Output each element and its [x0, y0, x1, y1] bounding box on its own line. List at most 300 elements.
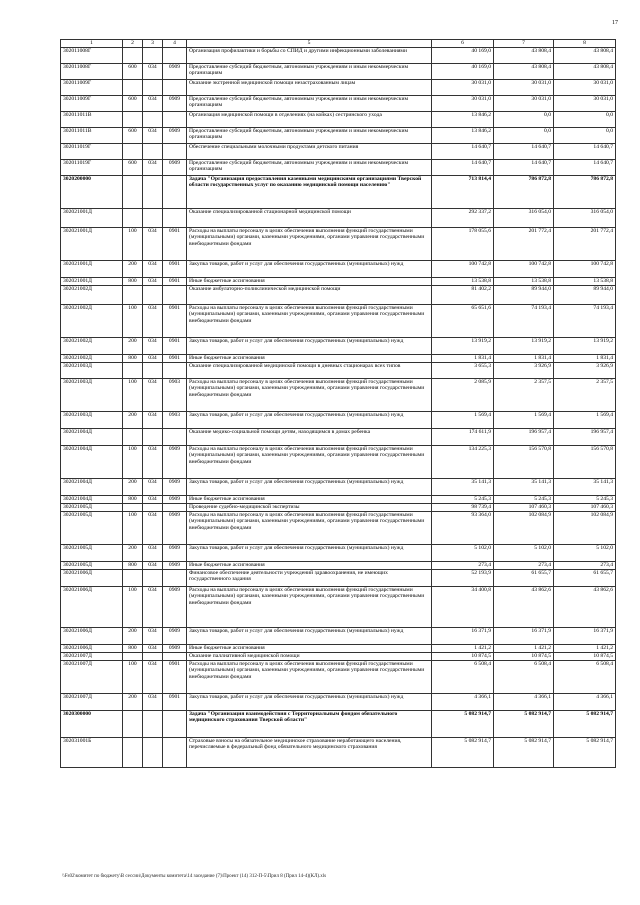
row-expense-type: 800	[123, 645, 143, 653]
row-section: 034	[143, 562, 163, 570]
row-code: 302021007Д	[61, 694, 123, 711]
table-row	[61, 228, 616, 261]
table-row	[61, 305, 616, 338]
header-cell: 1	[61, 40, 123, 48]
row-name: Расходы на выплаты персоналу в целях обеспечения выполнения функций государственными (муниципальными) органами, казенными учреждениями, органами управления государственными внебюджетными фондами	[187, 512, 432, 545]
row-amount-year2: 30 031,0	[494, 96, 554, 112]
row-name: Иные бюджетные ассигнования	[187, 562, 432, 570]
row-name: Расходы на выплаты персоналу в целях обеспечения выполнения функций государственными (муниципальными) органами, казенными учреждениями, органами управления государственными внебюджетными фондами	[187, 661, 432, 694]
row-subsection: 0909	[163, 512, 187, 545]
row-amount-year1: 34 400,8	[432, 587, 494, 628]
row-subsection: 0901	[163, 305, 187, 338]
row-amount-year1: 30 031,0	[432, 96, 494, 112]
row-code: 302011008Г	[61, 64, 123, 80]
row-amount-year2: 0,0	[494, 112, 554, 128]
row-amount-year3: 43 808,4	[554, 64, 616, 80]
table-row	[61, 694, 616, 711]
row-section: 034	[143, 338, 163, 355]
row-amount-year1: 14 640,7	[432, 144, 494, 160]
row-expense-type: 200	[123, 628, 143, 645]
row-section: 034	[143, 545, 163, 562]
row-amount-year3: 61 655,7	[554, 570, 616, 587]
row-name: Предоставление субсидий бюджетным, автономным учреждениям и иным некоммерческим организациям	[187, 128, 432, 144]
row-amount-year3: 196 957,4	[554, 429, 616, 446]
row-section: 034	[143, 628, 163, 645]
row-amount-year1: 52 193,9	[432, 570, 494, 587]
row-amount-year3: 6 508,4	[554, 661, 616, 694]
table-row	[61, 587, 616, 628]
row-subsection: 0909	[163, 545, 187, 562]
row-amount-year3: 4 366,1	[554, 694, 616, 711]
row-amount-year2: 316 054,0	[494, 209, 554, 228]
table-row	[61, 446, 616, 479]
row-amount-year3: 14 640,7	[554, 160, 616, 176]
row-amount-year2: 13 538,8	[494, 278, 554, 286]
row-code: 302021006Д	[61, 645, 123, 653]
row-section: 034	[143, 512, 163, 545]
row-name: Предоставление субсидий бюджетным, автономным учреждениям и иным некоммерческим организациям	[187, 96, 432, 112]
table-row	[61, 738, 616, 768]
row-subsection: 0909	[163, 628, 187, 645]
row-section: 034	[143, 645, 163, 653]
row-amount-year2: 786 872,8	[494, 176, 554, 209]
row-amount-year3: 0,0	[554, 112, 616, 128]
row-section: 034	[143, 64, 163, 80]
table-row	[61, 379, 616, 412]
row-name: Закупка товаров, работ и услуг для обеспечения государственных (муниципальных) нужд	[187, 479, 432, 496]
row-name: Оказание специализированной стационарной медицинской помощи	[187, 209, 432, 228]
budget-table	[60, 39, 616, 768]
row-section: 034	[143, 228, 163, 261]
row-code: 302021004Д	[61, 446, 123, 479]
row-subsection: 0909	[163, 446, 187, 479]
row-code: 302021001Д	[61, 209, 123, 228]
row-code: 3020200000	[61, 176, 123, 209]
row-amount-year3: 74 193,4	[554, 305, 616, 338]
row-amount-year2: 5 102,0	[494, 545, 554, 562]
row-code: 302021004Д	[61, 429, 123, 446]
row-amount-year2: 35 141,3	[494, 479, 554, 496]
row-name: Предоставление субсидий бюджетным, автономным учреждениям и иным некоммерческим организациям	[187, 64, 432, 80]
row-section: 034	[143, 128, 163, 144]
row-amount-year3: 13 919,2	[554, 338, 616, 355]
row-subsection: 0909	[163, 479, 187, 496]
row-code: 302021002Д	[61, 305, 123, 338]
row-name: Организация медицинской помощи в отделениях (на койках) сестринского ухода	[187, 112, 432, 128]
row-code: 302021001Д	[61, 278, 123, 286]
table-row	[61, 661, 616, 694]
row-expense-type: 800	[123, 496, 143, 504]
row-amount-year1: 40 169,0	[432, 48, 494, 64]
table-row	[61, 496, 616, 504]
row-amount-year3: 43 862,6	[554, 587, 616, 628]
row-expense-type: 100	[123, 446, 143, 479]
row-amount-year2: 14 640,7	[494, 160, 554, 176]
row-amount-year2: 0,0	[494, 128, 554, 144]
row-name: Закупка товаров, работ и услуг для обеспечения государственных (муниципальных) нужд	[187, 694, 432, 711]
header-cell: 5	[187, 40, 432, 48]
table-row	[61, 512, 616, 545]
row-name: Расходы на выплаты персоналу в целях обеспечения выполнения функций государственными (муниципальными) органами, казенными учреждениями, органами управления государственными внебюджетными фондами	[187, 379, 432, 412]
row-name: Иные бюджетные ассигнования	[187, 645, 432, 653]
table-body	[61, 48, 616, 768]
row-amount-year1: 13 846,2	[432, 128, 494, 144]
row-amount-year2: 5 245,3	[494, 496, 554, 504]
row-code: 302021002Д	[61, 286, 123, 305]
row-section: 034	[143, 278, 163, 286]
row-amount-year3: 0,0	[554, 128, 616, 144]
row-expense-type: 600	[123, 160, 143, 176]
row-amount-year3: 2 357,5	[554, 379, 616, 412]
row-expense-type: 800	[123, 355, 143, 363]
row-name: Оказание паллиативной медицинской помощи	[187, 653, 432, 661]
row-code: 302021003Д	[61, 379, 123, 412]
row-name: Оказание специализированной медицинской помощи в дневных стационарах всех типов	[187, 363, 432, 379]
row-name: Обеспечение специальными молочными продуктами детского питания	[187, 144, 432, 160]
row-code: 302021006Д	[61, 628, 123, 645]
row-subsection: 0901	[163, 278, 187, 286]
row-code: 302021007Д	[61, 661, 123, 694]
row-amount-year3: 1 421,2	[554, 645, 616, 653]
row-name: Задача "Организация взаимодействия с Территориальным фондом обязательного медицинского страхования Тверской области"	[187, 711, 432, 738]
row-amount-year1: 5 102,0	[432, 545, 494, 562]
row-amount-year2: 13 919,2	[494, 338, 554, 355]
row-section	[143, 286, 163, 305]
row-code: 302011009Г	[61, 96, 123, 112]
row-name: Закупка товаров, работ и услуг для обеспечения государственных (муниципальных) нужд	[187, 338, 432, 355]
row-amount-year3: 316 054,0	[554, 209, 616, 228]
row-subsection: 0901	[163, 261, 187, 278]
row-expense-type	[123, 429, 143, 446]
row-code: 302021002Д	[61, 338, 123, 355]
row-amount-year1: 100 742,8	[432, 261, 494, 278]
row-expense-type	[123, 653, 143, 661]
row-subsection	[163, 711, 187, 738]
row-code: 302021004Д	[61, 496, 123, 504]
row-name: Закупка товаров, работ и услуг для обеспечения государственных (муниципальных) нужд	[187, 628, 432, 645]
table-row	[61, 128, 616, 144]
table-row	[61, 112, 616, 128]
row-code: 302011019Г	[61, 160, 123, 176]
row-subsection: 0901	[163, 661, 187, 694]
row-subsection: 0909	[163, 96, 187, 112]
row-amount-year3: 156 570,8	[554, 446, 616, 479]
row-amount-year1: 30 031,0	[432, 80, 494, 96]
row-expense-type: 100	[123, 661, 143, 694]
row-subsection: 0909	[163, 496, 187, 504]
row-section: 034	[143, 694, 163, 711]
row-amount-year3: 5 245,3	[554, 496, 616, 504]
row-expense-type	[123, 144, 143, 160]
row-amount-year3: 5 082 914,7	[554, 738, 616, 768]
row-amount-year1: 178 055,6	[432, 228, 494, 261]
row-amount-year2: 14 640,7	[494, 144, 554, 160]
row-expense-type: 200	[123, 545, 143, 562]
row-amount-year2: 43 808,4	[494, 48, 554, 64]
row-subsection: 0909	[163, 562, 187, 570]
row-section	[143, 48, 163, 64]
row-amount-year3: 107 460,3	[554, 504, 616, 512]
row-amount-year1: 174 611,9	[432, 429, 494, 446]
row-section	[143, 570, 163, 587]
table-row	[61, 645, 616, 653]
page-number: 17	[612, 20, 618, 26]
row-expense-type	[123, 48, 143, 64]
row-amount-year1: 5 082 914,7	[432, 711, 494, 738]
row-expense-type: 100	[123, 587, 143, 628]
row-expense-type: 200	[123, 338, 143, 355]
row-subsection: 0909	[163, 587, 187, 628]
row-name: Закупка товаров, работ и услуг для обеспечения государственных (муниципальных) нужд	[187, 545, 432, 562]
row-section: 034	[143, 587, 163, 628]
row-amount-year3: 14 640,7	[554, 144, 616, 160]
header-cell: 7	[494, 40, 554, 48]
row-expense-type	[123, 80, 143, 96]
header-cell: 2	[123, 40, 143, 48]
table-row	[61, 628, 616, 645]
table-row	[61, 711, 616, 738]
row-section: 034	[143, 355, 163, 363]
row-section	[143, 429, 163, 446]
header-row	[61, 40, 616, 48]
row-expense-type: 200	[123, 479, 143, 496]
row-amount-year3: 43 808,4	[554, 48, 616, 64]
row-amount-year1: 2 085,9	[432, 379, 494, 412]
row-subsection: 0901	[163, 228, 187, 261]
row-amount-year2: 16 371,9	[494, 628, 554, 645]
row-amount-year2: 273,4	[494, 562, 554, 570]
row-section: 034	[143, 661, 163, 694]
row-section: 034	[143, 305, 163, 338]
header-cell: 6	[432, 40, 494, 48]
row-subsection: 0909	[163, 160, 187, 176]
row-expense-type	[123, 504, 143, 512]
row-subsection	[163, 504, 187, 512]
row-amount-year1: 1 421,2	[432, 645, 494, 653]
row-subsection: 0903	[163, 412, 187, 429]
row-subsection: 0901	[163, 694, 187, 711]
row-section: 034	[143, 96, 163, 112]
row-expense-type: 600	[123, 128, 143, 144]
row-code: 302011011В	[61, 128, 123, 144]
row-expense-type: 100	[123, 228, 143, 261]
row-name: Расходы на выплаты персоналу в целях обеспечения выполнения функций государственными (муниципальными) органами, казенными учреждениями, органами управления государственными внебюджетными фондами	[187, 228, 432, 261]
row-name: Расходы на выплаты персоналу в целях обеспечения выполнения функций государственными (муниципальными) органами, казенными учреждениями, органами управления государственными внебюджетными фондами	[187, 587, 432, 628]
row-amount-year1: 273,4	[432, 562, 494, 570]
row-amount-year3: 30 031,0	[554, 80, 616, 96]
row-code: 302021005Д	[61, 512, 123, 545]
row-subsection	[163, 429, 187, 446]
row-code: 302011009Г	[61, 80, 123, 96]
row-amount-year3: 5 102,0	[554, 545, 616, 562]
row-code: 302021006Д	[61, 587, 123, 628]
row-expense-type: 800	[123, 562, 143, 570]
row-name: Проведение судебно-медицинской экспертизы	[187, 504, 432, 512]
row-name: Оказание амбулаторно-поликлинической медицинской помощи	[187, 286, 432, 305]
row-name: Оказание экстренной медицинской помощи незастрахованным лицам	[187, 80, 432, 96]
row-amount-year3: 30 031,0	[554, 96, 616, 112]
row-expense-type	[123, 286, 143, 305]
row-expense-type: 100	[123, 512, 143, 545]
row-amount-year1: 4 366,1	[432, 694, 494, 711]
table-row	[61, 570, 616, 587]
row-code: 302011019Г	[61, 144, 123, 160]
row-name: Финансовое обеспечение деятельности учреждений здравоохранения, не имеющих государственного задания	[187, 570, 432, 587]
row-expense-type	[123, 112, 143, 128]
row-amount-year1: 81 402,2	[432, 286, 494, 305]
row-subsection	[163, 112, 187, 128]
row-code: 302021001Д	[61, 261, 123, 278]
row-amount-year3: 201 772,4	[554, 228, 616, 261]
row-amount-year1: 98 739,4	[432, 504, 494, 512]
row-amount-year1: 292 337,2	[432, 209, 494, 228]
row-code: 302021005Д	[61, 562, 123, 570]
row-code: 302021001Д	[61, 228, 123, 261]
row-amount-year3: 1 569,4	[554, 412, 616, 429]
row-name: Иные бюджетные ассигнования	[187, 278, 432, 286]
header-cell: 4	[163, 40, 187, 48]
table-row	[61, 176, 616, 209]
row-amount-year2: 74 193,4	[494, 305, 554, 338]
table-row	[61, 160, 616, 176]
row-section	[143, 176, 163, 209]
row-code: 302021007Д	[61, 653, 123, 661]
table-row	[61, 64, 616, 80]
row-amount-year2: 30 031,0	[494, 80, 554, 96]
row-code: 302011011В	[61, 112, 123, 128]
row-amount-year2: 10 874,5	[494, 653, 554, 661]
row-code: 302021002Д	[61, 355, 123, 363]
row-amount-year1: 10 874,5	[432, 653, 494, 661]
row-code: 302021004Д	[61, 479, 123, 496]
row-amount-year3: 786 872,8	[554, 176, 616, 209]
row-amount-year3: 3 926,9	[554, 363, 616, 379]
row-amount-year2: 1 569,4	[494, 412, 554, 429]
row-expense-type: 800	[123, 278, 143, 286]
row-code: 302021005Д	[61, 545, 123, 562]
row-section	[143, 653, 163, 661]
row-code: 3020300000	[61, 711, 123, 738]
row-name: Организация профилактики и борьбы со СПИД и другими инфекционными заболеваниями	[187, 48, 432, 64]
row-subsection: 0909	[163, 645, 187, 653]
row-subsection	[163, 570, 187, 587]
row-name: Задача "Организация предоставления казенными медицинскими организациями Тверской области государственных услуг по оказанию медицинской помощи населению"	[187, 176, 432, 209]
row-amount-year2: 156 570,8	[494, 446, 554, 479]
header-cell: 8	[554, 40, 616, 48]
row-name: Расходы на выплаты персоналу в целях обеспечения выполнения функций государственными (муниципальными) органами, казенными учреждениями, органами управления государственными внебюджетными фондами	[187, 446, 432, 479]
row-section: 034	[143, 261, 163, 278]
row-section	[143, 209, 163, 228]
row-amount-year1: 5 082 914,7	[432, 738, 494, 768]
row-section: 034	[143, 479, 163, 496]
row-amount-year3: 10 874,5	[554, 653, 616, 661]
row-amount-year3: 89 944,0	[554, 286, 616, 305]
row-amount-year2: 1 831,4	[494, 355, 554, 363]
row-subsection: 0901	[163, 355, 187, 363]
table-row	[61, 209, 616, 228]
row-amount-year2: 102 084,9	[494, 512, 554, 545]
table-row	[61, 80, 616, 96]
row-code: 302011008Г	[61, 48, 123, 64]
row-subsection	[163, 80, 187, 96]
row-amount-year3: 5 082 914,7	[554, 711, 616, 738]
row-expense-type: 600	[123, 96, 143, 112]
row-amount-year2: 43 808,4	[494, 64, 554, 80]
row-code: 302021003Д	[61, 412, 123, 429]
row-amount-year2: 61 655,7	[494, 570, 554, 587]
table-row	[61, 429, 616, 446]
row-code: 302021005Д	[61, 504, 123, 512]
row-expense-type	[123, 738, 143, 768]
row-subsection	[163, 209, 187, 228]
row-amount-year3: 1 831,4	[554, 355, 616, 363]
row-subsection	[163, 653, 187, 661]
row-amount-year2: 201 772,4	[494, 228, 554, 261]
table-row	[61, 144, 616, 160]
table-row	[61, 48, 616, 64]
table-row	[61, 562, 616, 570]
row-amount-year3: 273,4	[554, 562, 616, 570]
row-subsection	[163, 48, 187, 64]
row-name: Страховые взносы на обязательное медицинское страхование неработающего населения, перечисляемые в федеральный фонд обязательного медицинского страхования	[187, 738, 432, 768]
row-amount-year1: 13 538,8	[432, 278, 494, 286]
row-amount-year2: 89 944,0	[494, 286, 554, 305]
row-code: 302031001Б	[61, 738, 123, 768]
row-amount-year2: 196 957,4	[494, 429, 554, 446]
row-amount-year2: 100 742,8	[494, 261, 554, 278]
row-section: 034	[143, 496, 163, 504]
row-amount-year1: 713 814,4	[432, 176, 494, 209]
row-section	[143, 363, 163, 379]
row-amount-year2: 2 357,5	[494, 379, 554, 412]
row-amount-year2: 4 366,1	[494, 694, 554, 711]
row-subsection	[163, 176, 187, 209]
row-name: Иные бюджетные ассигнования	[187, 355, 432, 363]
row-amount-year1: 93 364,0	[432, 512, 494, 545]
row-amount-year2: 1 421,2	[494, 645, 554, 653]
row-amount-year1: 1 569,4	[432, 412, 494, 429]
row-amount-year1: 65 651,6	[432, 305, 494, 338]
row-amount-year3: 35 141,3	[554, 479, 616, 496]
row-amount-year1: 14 640,7	[432, 160, 494, 176]
table-row	[61, 412, 616, 429]
row-amount-year3: 16 371,9	[554, 628, 616, 645]
row-name: Оказание медико-социальной помощи детям, находящимся в домах ребенка	[187, 429, 432, 446]
row-expense-type: 200	[123, 412, 143, 429]
row-name: Расходы на выплаты персоналу в целях обеспечения выполнения функций государственными (муниципальными) органами, казенными учреждениями, органами управления государственными внебюджетными фондами	[187, 305, 432, 338]
row-amount-year1: 3 655,3	[432, 363, 494, 379]
row-amount-year1: 134 225,3	[432, 446, 494, 479]
row-name: Предоставление субсидий бюджетным, автономным учреждениям и иным некоммерческим организациям	[187, 160, 432, 176]
row-expense-type: 100	[123, 379, 143, 412]
row-amount-year2: 5 082 914,7	[494, 738, 554, 768]
row-section: 034	[143, 160, 163, 176]
table-row	[61, 338, 616, 355]
row-expense-type: 200	[123, 694, 143, 711]
row-section	[143, 112, 163, 128]
row-amount-year1: 1 831,4	[432, 355, 494, 363]
table-row	[61, 504, 616, 512]
table-row	[61, 653, 616, 661]
row-section	[143, 504, 163, 512]
row-amount-year3: 100 742,8	[554, 261, 616, 278]
header-cell: 3	[143, 40, 163, 48]
row-subsection: 0909	[163, 128, 187, 144]
table-row	[61, 545, 616, 562]
row-section: 034	[143, 412, 163, 429]
row-section	[143, 80, 163, 96]
table-row	[61, 96, 616, 112]
